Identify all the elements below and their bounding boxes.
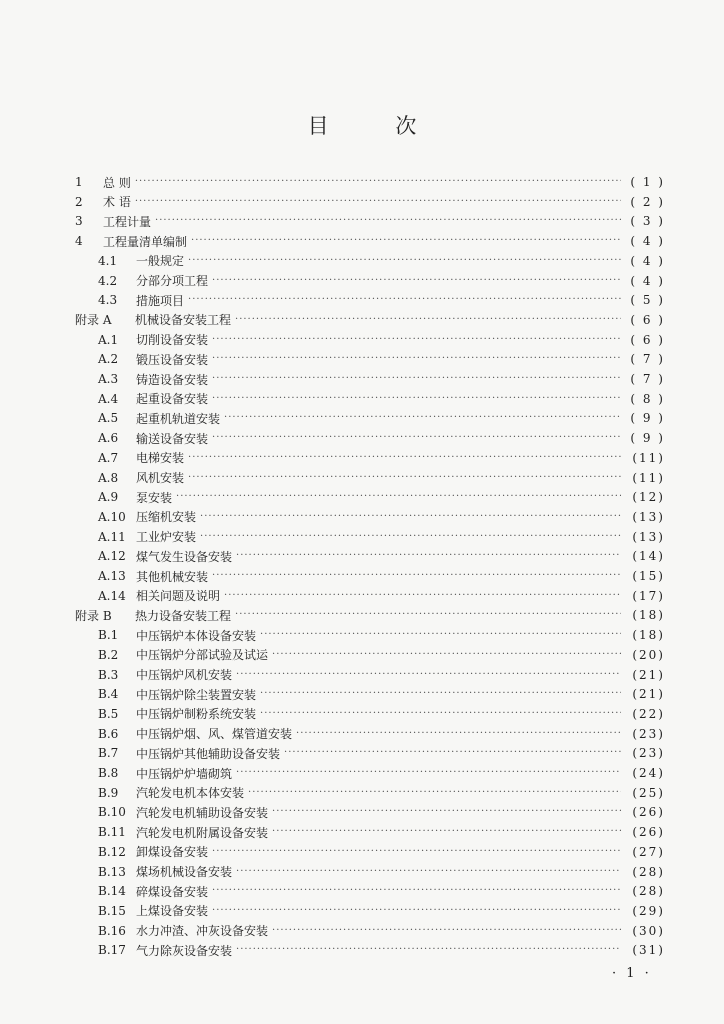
toc-entry-number: B.17: [98, 943, 126, 958]
toc-entry-title: 相关问题及说明: [136, 589, 221, 604]
dot-leader: [176, 487, 621, 507]
toc-entry-title: 汽轮发电机附属设备安装: [136, 825, 269, 840]
toc-entry-page: (17): [632, 588, 665, 603]
toc-entry-title: 电梯安装: [136, 451, 185, 466]
toc-entry-title: 其他机械安装: [136, 569, 209, 584]
toc-entry: [98, 901, 665, 921]
dot-leader: [224, 408, 621, 428]
toc-entry-page: (11): [632, 470, 665, 485]
dot-leader: [212, 349, 621, 369]
toc-entry-page: (21): [632, 667, 665, 682]
toc-entry-page: (21): [632, 687, 665, 702]
toc-entry: [98, 783, 665, 803]
toc-entry-title: 切削设备安装: [136, 333, 209, 348]
toc-entry-number: B.11: [98, 825, 126, 840]
toc-entry-number: B.3: [98, 667, 119, 682]
toc-entry-page: ( 4 ): [630, 253, 665, 268]
toc-entry-page: (15): [632, 569, 665, 583]
dot-leader: [272, 921, 621, 941]
toc-entry-title: 工程计量: [103, 214, 152, 229]
toc-entry-number: 2: [75, 194, 83, 209]
dot-leader: [188, 448, 621, 468]
toc-entry-page: (22): [632, 706, 665, 721]
toc-entry-number: B.4: [98, 687, 119, 702]
dot-leader: [212, 428, 621, 448]
dot-leader: [260, 684, 621, 704]
dot-leader: [272, 802, 621, 822]
toc-entry-number: A.8: [98, 470, 119, 485]
toc-entry-number: A.5: [98, 411, 119, 426]
toc-entry: [98, 290, 665, 310]
toc-entry-page: ( 9 ): [630, 431, 665, 446]
toc-entry-page: ( 9 ): [630, 411, 665, 426]
toc-entry-page: (27): [632, 844, 665, 859]
toc-entry-number: 4.3: [98, 293, 118, 308]
toc-entry-number: A.6: [98, 431, 119, 446]
toc-entry-page: (20): [632, 647, 665, 662]
toc-entry: [98, 842, 665, 862]
toc-entry-title: 输送设备安装: [136, 431, 209, 446]
toc-entry-number: B.1: [98, 628, 119, 643]
toc-entry-title: 术 语: [103, 195, 131, 210]
toc-entry: [98, 724, 665, 744]
toc-entry-title: 措施项目: [136, 293, 185, 308]
toc-entry-title: 锻压设备安装: [136, 352, 209, 367]
dot-leader: [191, 231, 621, 251]
toc-entry-title: 汽轮发电机辅助设备安装: [136, 805, 269, 820]
toc-entry-page: (28): [632, 884, 665, 899]
toc-entry-number: B.8: [98, 766, 119, 780]
toc-entry-title: 一般规定: [136, 254, 185, 269]
toc-entry-title: 中压锅炉分部试验及试运: [136, 648, 269, 663]
toc-entry-page: ( 3 ): [630, 214, 665, 229]
dot-leader: [236, 940, 621, 960]
toc-entry-title: 风机安装: [136, 471, 185, 485]
toc-entry-page: (11): [632, 450, 665, 465]
toc-entry: [98, 645, 665, 665]
toc-entry-page: (31): [632, 943, 665, 958]
toc-entry: [98, 349, 665, 369]
toc-entry-page: (25): [632, 785, 665, 800]
toc-entry-page: (26): [632, 805, 665, 820]
toc-entry-title: 分部分项工程: [136, 274, 209, 288]
toc-entry-page: (13): [632, 509, 665, 524]
dot-leader: [212, 842, 621, 862]
toc-entry-number: B.9: [98, 785, 119, 800]
toc-entry-number: 附录 B: [75, 608, 112, 623]
toc-entry-title: 中压锅炉制粉系统安装: [136, 707, 257, 722]
toc-entry-number: B.6: [98, 726, 119, 741]
toc-entry-page: (23): [632, 746, 665, 761]
toc-entry-page: (28): [632, 864, 665, 879]
toc-entry-number: A.2: [98, 352, 119, 367]
dot-leader: [236, 862, 621, 882]
toc-entry-page: ( 1 ): [630, 175, 665, 189]
toc-entry-page: (24): [632, 766, 665, 780]
toc-entry-title: 水力冲渣、冲灰设备安装: [136, 924, 269, 939]
toc-entry-number: A.1: [98, 332, 119, 347]
toc-entry-number: A.4: [98, 391, 119, 406]
toc-entry-number: A.7: [98, 450, 119, 465]
toc-entry-title: 中压锅炉其他辅助设备安装: [136, 746, 281, 761]
toc-entry-number: A.14: [98, 588, 126, 603]
toc-entry-page: (23): [632, 726, 665, 741]
dot-leader: [200, 527, 621, 547]
toc-entry: [98, 684, 665, 704]
dot-leader: [212, 389, 621, 409]
toc-entry: [98, 330, 665, 350]
toc-entry-page: ( 4 ): [630, 234, 665, 249]
toc-entry: [98, 763, 665, 783]
toc-entry-page: (12): [632, 490, 665, 505]
dot-leader: [135, 172, 621, 192]
toc-entry-title: 中压锅炉炉墙砌筑: [136, 766, 233, 781]
toc-entry-number: A.11: [98, 529, 126, 544]
toc-entry: [75, 192, 665, 212]
toc-entry: [98, 369, 665, 389]
toc-entry: [98, 251, 665, 271]
toc-entry-page: ( 6 ): [630, 312, 665, 327]
dot-leader: [235, 605, 621, 625]
toc-entry-title: 煤气发生设备安装: [136, 549, 233, 564]
toc-entry-title: 起重设备安装: [136, 392, 209, 407]
toc-entry-page: ( 4 ): [630, 273, 665, 288]
toc-entry-number: A.13: [98, 569, 126, 583]
toc-entry-title: 起重机轨道安装: [136, 411, 221, 426]
toc-entry-number: 4.1: [98, 253, 118, 268]
toc-entry: [98, 546, 665, 566]
toc-entry-title: 中压锅炉本体设备安装: [136, 628, 257, 643]
toc-entry-title: 气力除灰设备安装: [136, 943, 233, 958]
toc-entry-page: (18): [632, 608, 665, 623]
toc-entry-page: (13): [632, 529, 665, 544]
toc-entry: [98, 428, 665, 448]
toc-entry: [75, 605, 665, 625]
toc-entry-number: 4: [75, 234, 83, 249]
toc-entry-title: 碎煤设备安装: [136, 884, 209, 899]
dot-leader: [200, 507, 621, 527]
toc-entry-title: 中压锅炉风机安装: [136, 668, 233, 682]
toc-entry: [98, 566, 665, 586]
toc-entry: [98, 704, 665, 724]
toc-entry-number: B.16: [98, 923, 126, 938]
dot-leader: [212, 330, 621, 350]
toc-entry-number: A.9: [98, 490, 119, 505]
toc-entry-page: ( 7 ): [630, 372, 665, 386]
toc-entry: [98, 487, 665, 507]
dot-leader: [248, 783, 621, 803]
toc-entry: [98, 862, 665, 882]
dot-leader: [272, 822, 621, 842]
toc-entry-number: B.7: [98, 746, 119, 761]
toc-entry-number: A.10: [98, 509, 126, 524]
toc-entry: [98, 743, 665, 763]
toc-entry-title: 工业炉安装: [136, 530, 197, 545]
toc-entry-number: B.5: [98, 706, 119, 721]
toc-entry-title: 工程量清单编制: [103, 234, 188, 249]
toc-entry-page: (14): [632, 549, 665, 564]
toc-entry-title: 中压锅炉除尘装置安装: [136, 687, 257, 702]
toc-entry: [75, 211, 665, 231]
toc-entry-title: 泵安装: [136, 490, 173, 505]
dot-leader: [224, 586, 621, 606]
toc-entry: [98, 921, 665, 941]
dot-leader: [212, 566, 621, 586]
toc-entry-page: (30): [632, 923, 665, 938]
toc-entry-page: ( 5 ): [630, 293, 665, 308]
toc-entry: [98, 271, 665, 291]
toc-entry-title: 压缩机安装: [136, 510, 197, 525]
toc-entry-number: 4.2: [98, 273, 118, 288]
toc-entry: [98, 507, 665, 527]
dot-leader: [155, 211, 621, 231]
dot-leader: [188, 468, 621, 488]
dot-leader: [212, 901, 621, 921]
toc-entry: [98, 625, 665, 645]
toc-entry-title: 上煤设备安装: [136, 904, 209, 919]
dot-leader: [284, 743, 621, 763]
dot-leader: [212, 881, 621, 901]
toc-entry: [98, 389, 665, 409]
toc-entry: [98, 881, 665, 901]
dot-leader: [135, 192, 621, 212]
dot-leader: [236, 546, 621, 566]
toc-entry-number: B.13: [98, 864, 126, 879]
toc-entry-title: 卸煤设备安装: [136, 845, 209, 860]
dot-leader: [260, 625, 621, 645]
toc-entry: [98, 665, 665, 685]
toc-entry-number: 1: [75, 175, 83, 189]
toc-entry: [75, 172, 665, 192]
toc-entry-number: A.3: [98, 372, 119, 386]
toc-entry-title: 汽轮发电机本体安装: [136, 786, 245, 801]
dot-leader: [260, 704, 621, 724]
dot-leader: [188, 290, 621, 310]
toc-entry-page: (26): [632, 825, 665, 840]
dot-leader: [188, 251, 621, 271]
toc-entry-title: 总 则: [103, 175, 131, 190]
toc-entry: [98, 822, 665, 842]
toc-entry: [75, 231, 665, 251]
dot-leader: [236, 665, 621, 685]
dot-leader: [212, 369, 621, 389]
dot-leader: [296, 724, 621, 744]
toc-entry: [98, 940, 665, 960]
toc-entry-number: B.12: [98, 844, 126, 859]
toc-entry: [75, 310, 665, 330]
toc-entry-number: B.15: [98, 903, 126, 918]
dot-leader: [212, 271, 621, 291]
toc-entry-page: ( 7 ): [630, 352, 665, 367]
toc-entry-number: A.12: [98, 549, 126, 564]
toc-entry: [98, 408, 665, 428]
toc-entry-page: (18): [632, 628, 665, 643]
toc-entry: [98, 527, 665, 547]
toc-entry-page: (29): [632, 903, 665, 918]
toc-entry-title: 热力设备安装工程: [135, 608, 232, 623]
toc-entry-page: ( 6 ): [630, 332, 665, 347]
dot-leader: [235, 310, 621, 330]
toc-entry: [98, 802, 665, 822]
toc-entry-number: 3: [75, 214, 83, 229]
toc-entry: [98, 468, 665, 488]
toc-entry-page: ( 8 ): [630, 391, 665, 406]
toc-entry-number: B.10: [98, 805, 126, 820]
toc-entry-page: ( 2 ): [630, 194, 665, 209]
toc-entry-number: B.2: [98, 647, 119, 662]
toc-entry: [98, 586, 665, 606]
page-number: · 1 ·: [612, 966, 652, 981]
dot-leader: [236, 763, 621, 783]
toc-entry-title: 中压锅炉烟、风、煤管道安装: [136, 727, 293, 742]
toc-entry-number: B.14: [98, 884, 126, 899]
toc-entry-title: 铸造设备安装: [136, 372, 209, 387]
toc-entry: [98, 448, 665, 468]
dot-leader: [272, 645, 621, 665]
page-title: 目 次: [307, 114, 447, 138]
toc-entry-title: 机械设备安装工程: [135, 313, 232, 328]
toc-entry-title: 煤场机械设备安装: [136, 865, 233, 879]
toc-entry-number: 附录 A: [75, 313, 112, 328]
